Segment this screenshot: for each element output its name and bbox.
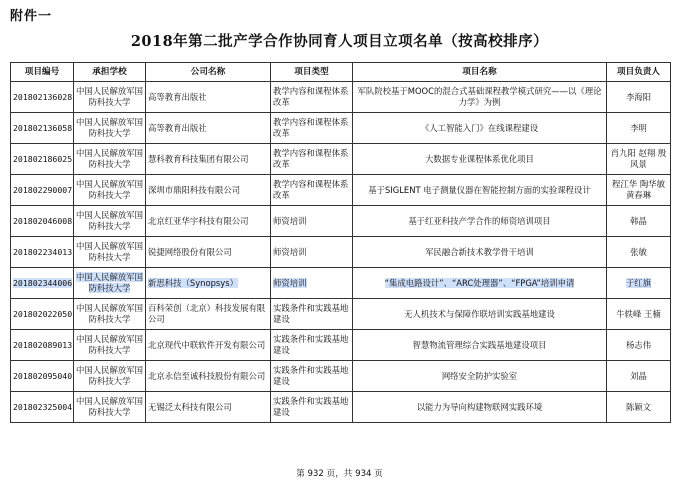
cell-project-no: 201802234013: [11, 237, 74, 268]
cell-company: 慧科教育科技集团有限公司: [146, 144, 271, 175]
cell-school: 中国人民解放军国防科技大学: [74, 206, 146, 237]
header-company: 公司名称: [146, 63, 271, 82]
cell-school: 中国人民解放军国防科技大学: [74, 175, 146, 206]
cell-project-type: 教学内容和课程体系改革: [271, 144, 353, 175]
cell-project-lead: 刘晶: [607, 361, 671, 392]
cell-project-lead: 牛轶峰 王楠: [607, 299, 671, 330]
cell-company: 北京现代中联软件开发有限公司: [146, 330, 271, 361]
cell-school: 中国人民解放军国防科技大学: [74, 113, 146, 144]
table-row: [11, 175, 671, 206]
cell-company: 深圳市鼎阳科技有限公司: [146, 175, 271, 206]
cell-project-lead: 杨志伟: [607, 330, 671, 361]
cell-project-name: 军民融合新技术教学骨干培训: [353, 237, 607, 268]
cell-school: 中国人民解放军国防科技大学: [74, 237, 146, 268]
table-row-highlighted: [11, 268, 671, 299]
cell-project-no: 201802344006: [13, 277, 73, 288]
cell-project-type: 师资培训: [271, 206, 353, 237]
cell-project-name: 大数据专业课程体系优化项目: [353, 144, 607, 175]
cell-project-lead: 李海阳: [607, 82, 671, 113]
cell-project-type: 实践条件和实践基地建设: [271, 299, 353, 330]
cell-project-name: 基于SIGLENT 电子测量仪器在智能控制方面的实验课程设计: [353, 175, 607, 206]
table-row: [11, 237, 671, 268]
table-row: [11, 144, 671, 175]
table-row: [11, 330, 671, 361]
cell-project-no: 201802046008: [11, 206, 74, 237]
header-project-name: 项目名称: [353, 63, 607, 82]
cell-project-lead: 于红旗: [625, 277, 652, 288]
cell-project-lead: 肖九阳 赵翔 殷风景: [607, 144, 671, 175]
cell-project-name: 以能力为导向构建物联网实践环境: [353, 392, 607, 423]
cell-project-lead: 陈颖文: [607, 392, 671, 423]
table-row: [11, 113, 671, 144]
cell-project-type: 教学内容和课程体系改革: [271, 175, 353, 206]
cell-project-no: 201802290007: [11, 175, 74, 206]
cell-project-type: 教学内容和课程体系改革: [271, 113, 353, 144]
cell-school: 中国人民解放军国防科技大学: [74, 330, 146, 361]
table-row: [11, 206, 671, 237]
cell-project-no: 201802136058: [11, 113, 74, 144]
cell-project-no: 201802186025: [11, 144, 74, 175]
cell-company: 高等教育出版社: [146, 113, 271, 144]
cell-company: 新思科技（Synopsys）: [148, 277, 238, 288]
cell-project-no: 201802325004: [11, 392, 74, 423]
header-project-type: 项目类型: [271, 63, 353, 82]
table-row: [11, 361, 671, 392]
cell-school: 中国人民解放军国防科技大学: [74, 361, 146, 392]
cell-project-lead: 李明: [607, 113, 671, 144]
cell-project-no: 201802089013: [11, 330, 74, 361]
cell-project-name: “集成电路设计”、“ARC处理器”、“FPGA”培训申请: [384, 277, 575, 288]
cell-project-no: 201802095040: [11, 361, 74, 392]
table-row: [11, 392, 671, 423]
cell-project-lead: 韩晶: [607, 206, 671, 237]
cell-school: 中国人民解放军国防科技大学: [74, 82, 146, 113]
cell-project-no: 201802022050: [11, 299, 74, 330]
cell-company: 北京红亚华宇科技有限公司: [146, 206, 271, 237]
page-footer: 第 932 页，共 934 页: [296, 469, 383, 479]
cell-school: 中国人民解放军国防科技大学: [74, 392, 146, 423]
cell-project-name: 无人机技术与保障作联培训实践基地建设: [353, 299, 607, 330]
table-row: [11, 299, 671, 330]
cell-company: 北京永信至诚科技股份有限公司: [146, 361, 271, 392]
cell-company: 锐捷网络股份有限公司: [146, 237, 271, 268]
page-title: 2018年第二批产学合作协同育人项目立项名单（按高校排序）: [130, 33, 549, 50]
appendix-label: 附件一: [10, 9, 53, 24]
cell-project-type: 实践条件和实践基地建设: [271, 361, 353, 392]
cell-project-lead: 张敏: [607, 237, 671, 268]
header-school: 承担学校: [74, 63, 146, 82]
cell-project-type: 实践条件和实践基地建设: [271, 392, 353, 423]
cell-project-no: 201802136028: [11, 82, 74, 113]
cell-company: 无锡泛太科技有限公司: [146, 392, 271, 423]
cell-company: 百科荣创（北京）科技发展有限公司: [146, 299, 271, 330]
cell-project-name: 军队院校基于MOOC的混合式基础课程教学模式研究——以《理论力学》为例: [353, 82, 607, 113]
cell-project-type: 师资培训: [271, 237, 353, 268]
cell-school: 中国人民解放军国防科技大学: [76, 272, 143, 293]
cell-project-name: 基于红亚科技产学合作的师资培训项目: [353, 206, 607, 237]
cell-project-name: 《人工智能入门》在线课程建设: [353, 113, 607, 144]
cell-project-type: 教学内容和课程体系改革: [271, 82, 353, 113]
cell-project-type: 师资培训: [273, 277, 307, 288]
cell-school: 中国人民解放军国防科技大学: [74, 144, 146, 175]
project-table: [10, 62, 671, 423]
cell-school: 中国人民解放军国防科技大学: [74, 299, 146, 330]
cell-project-type: 实践条件和实践基地建设: [271, 330, 353, 361]
cell-project-name: 网络安全防护实验室: [353, 361, 607, 392]
table-header-row: [11, 63, 671, 82]
cell-project-name: 智慧物流管理综合实践基地建设项目: [353, 330, 607, 361]
cell-project-lead: 程江华 陶华敏 黄春琳: [607, 175, 671, 206]
header-project-no: 项目编号: [11, 63, 74, 82]
cell-company: 高等教育出版社: [146, 82, 271, 113]
header-project-lead: 项目负责人: [607, 63, 671, 82]
table-row: [11, 82, 671, 113]
